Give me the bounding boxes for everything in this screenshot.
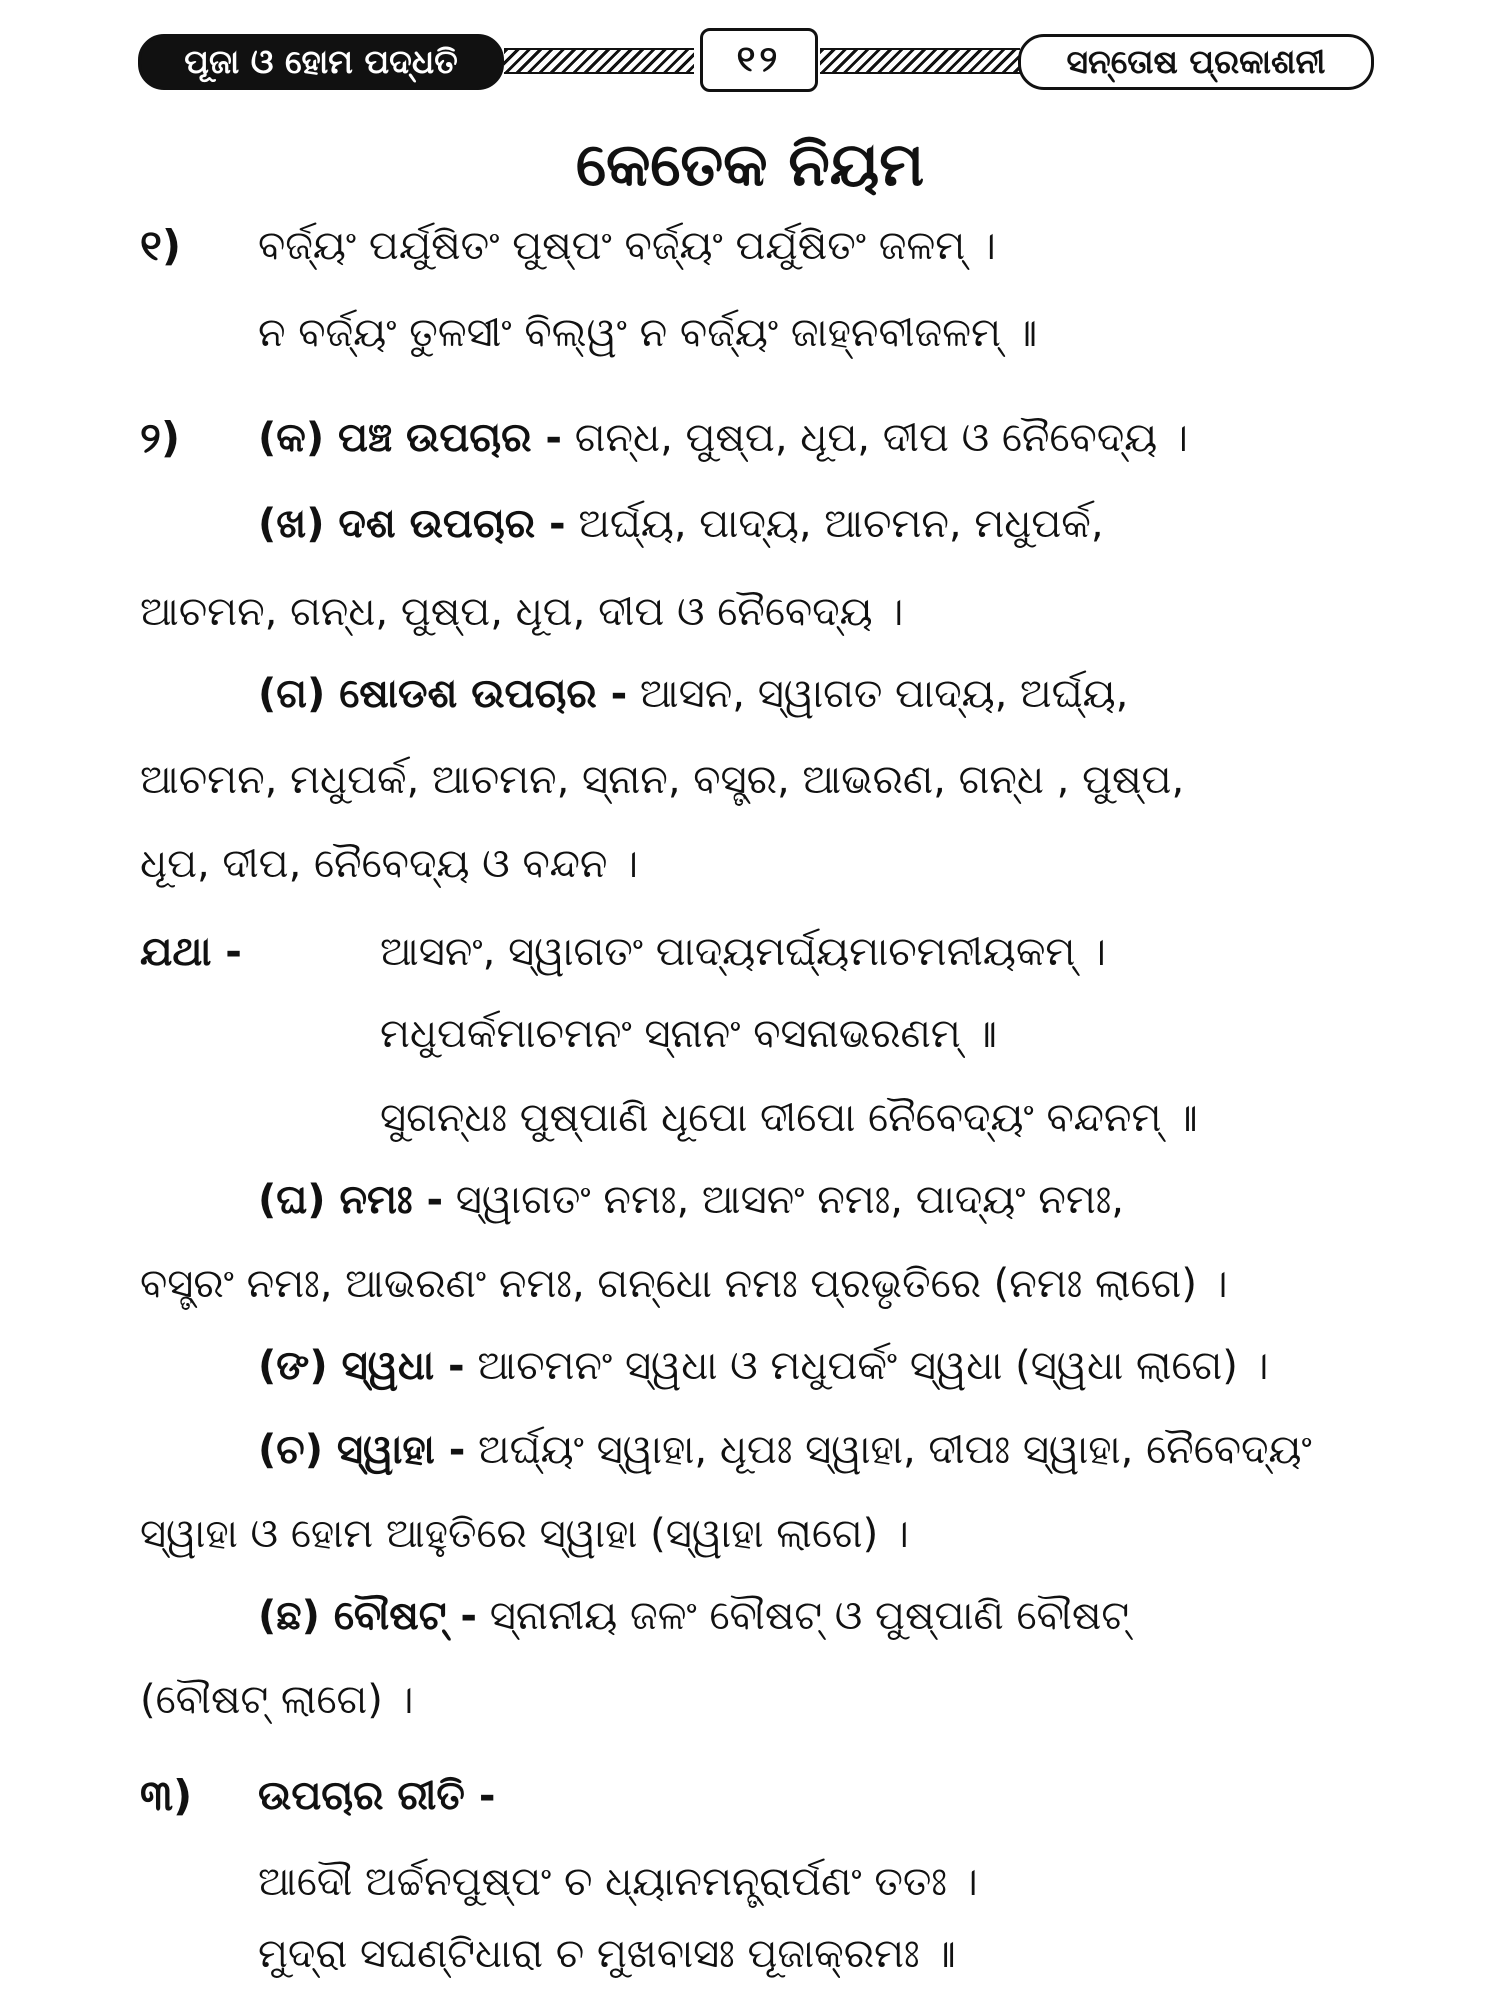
rule-3-line-2: ମୁଦ୍ରା ସଘଣ୍ଟିଧାରା ଚ ମୁଖବାସଃ ପୂଜାକ୍ରମଃ ॥: [258, 1931, 956, 1977]
yatha-line-3: ସୁଗନ୍ଧଃ ପୁଷ୍ପାଣି ଧୂପୋ ଦୀପୋ ନୈବେଦ୍ୟଂ ବନ୍ଦନମ୍ ॥: [380, 1095, 1198, 1141]
rule-2-chha-text: ସ୍ନାନୀୟ ଜଳଂ ବୌଷଟ୍ ଓ ପୁଷ୍ପାଣି ବୌଷଟ୍: [489, 1593, 1130, 1639]
rule-2-gha-cont: ବସ୍ତ୍ରଂ ନମଃ, ଆଭରଣଂ ନମଃ, ଗନ୍ଧୋ ନମଃ ପ୍ରଭୃତିରେ (ନମଃ ଲାଗେ) ।: [140, 1261, 1228, 1307]
rule-2-kha-label: (ଖ) ଦଶ ଉପଚାର -: [258, 501, 566, 547]
rule-3-number: ୩): [140, 1771, 193, 1820]
rule-2-ka-text: ଗନ୍ଧ, ପୁଷ୍ପ, ଧୂପ, ଦୀପ ଓ ନୈବେଦ୍ୟ ।: [574, 415, 1189, 461]
rule-2-number: ୨): [140, 413, 181, 462]
decorative-band-left: [504, 48, 694, 74]
rule-2-cha-cont: ସ୍ୱାହା ଓ ହୋମ ଆହୁତିରେ ସ୍ୱାହା (ସ୍ୱାହା ଲାଗେ) ।: [140, 1511, 909, 1557]
rule-2-kha-cont: ଆଚମନ, ଗନ୍ଧ, ପୁଷ୍ପ, ଧୂପ, ଦୀପ ଓ ନୈବେଦ୍ୟ ।: [140, 589, 904, 635]
rule-2-gha-label: (ଘ) ନମଃ -: [258, 1177, 444, 1223]
publisher-badge: ସନ୍ତୋଷ ପ୍ରକାଶନୀ: [1018, 34, 1374, 90]
rule-2-cha-label: (ଚ) ସ୍ୱାହା -: [258, 1427, 466, 1473]
rule-2-ga: [258, 666, 1128, 722]
rule-2-chha-label: (ଛ) ବୌଷଟ୍ -: [258, 1593, 477, 1639]
rule-2-ga-cont-2: ଧୂପ, ଦୀପ, ନୈବେଦ୍ୟ ଓ ବନ୍ଦନ ।: [140, 841, 639, 887]
rule-2-cha-text: ଅର୍ଘ୍ୟଂ ସ୍ୱାହା, ଧୂପଃ ସ୍ୱାହା, ଦୀପଃ ସ୍ୱାହା, ନୈବେଦ୍ୟଂ: [478, 1427, 1312, 1473]
rule-2-chha: [258, 1588, 1129, 1644]
rule-2-cha: [258, 1422, 1312, 1478]
decorative-band-right: [820, 48, 1020, 74]
rule-1-number: ୧): [140, 221, 182, 270]
page-title: କେତେକ ନିୟମ: [575, 130, 925, 200]
rule-2-ga-label: (ଗ) ଷୋଡଶ ଉପଚାର -: [258, 671, 628, 717]
rule-2-kha-text: ଅର୍ଘ୍ୟ, ପାଦ୍ୟ, ଆଚମନ, ମଧୁପର୍କ,: [578, 501, 1104, 547]
book-title-badge: ପୂଜା ଓ ହୋମ ପଦ୍ଧତି: [138, 34, 504, 90]
rule-2-nga-label: (ଙ) ସ୍ୱଧା -: [258, 1343, 465, 1389]
rule-2-gha: [258, 1172, 1124, 1228]
rule-2-nga: [258, 1338, 1269, 1394]
yatha-line-2: ମଧୁପର୍କମାଚମନଂ ସ୍ନାନଂ ବସନାଭରଣମ୍ ॥: [380, 1011, 998, 1057]
rule-2-ga-text: ଆସନ, ସ୍ୱାଗତ ପାଦ୍ୟ, ଅର୍ଘ୍ୟ,: [639, 671, 1129, 717]
rule-2-kha: [258, 496, 1104, 552]
yatha-line-1: ଆସନଂ, ସ୍ୱାଗତଂ ପାଦ୍ୟମର୍ଘ୍ୟମାଚମନୀୟକମ୍ ।: [380, 929, 1107, 975]
rule-1-line-2: ନ ବର୍ଜ୍ୟଂ ତୁଳସୀଂ ବିଲ୍ୱଂ ନ ବର୍ଜ୍ୟଂ ଜାହ୍ନବୀଜଳମ୍ ॥: [258, 310, 1038, 356]
rule-3-label: ଉପଚାର ରୀତି -: [258, 1773, 496, 1819]
rule-2-gha-text: ସ୍ୱାଗତଂ ନମଃ, ଆସନଂ ନମଃ, ପାଦ୍ୟଂ ନମଃ,: [455, 1177, 1125, 1223]
page-header: [138, 28, 1374, 96]
rule-2-chha-cont: (ବୌଷଟ୍ ଲାଗେ) ।: [140, 1677, 414, 1723]
rule-2-nga-text: ଆଚମନଂ ସ୍ୱଧା ଓ ମଧୁପର୍କଂ ସ୍ୱଧା (ସ୍ୱଧା ଲାଗେ) ।: [477, 1343, 1269, 1389]
page-number: ୧୨: [700, 28, 818, 92]
rule-2-ka: [258, 410, 1188, 466]
rule-3-line-1: ଆଦୌ ଅର୍ଚ୍ଚନପୁଷ୍ପଂ ଚ ଧ୍ୟାନମନ୍ତ୍ରାର୍ପଣଂ ତତଃ ।: [258, 1859, 978, 1905]
yatha-label: ଯଥା -: [140, 929, 242, 975]
rule-2-ka-label: (କ) ପଞ୍ଚ ଉପଚାର -: [258, 415, 562, 461]
rule-1-line-1: ବର୍ଜ୍ୟଂ ପର୍ଯୁଷିତଂ ପୁଷ୍ପଂ ବର୍ଜ୍ୟଂ ପର୍ଯୁଷିତଂ ଜଳମ୍ ।: [258, 223, 996, 269]
rule-2-ga-cont-1: ଆଚମନ, ମଧୁପର୍କ, ଆଚମନ, ସ୍ନାନ, ବସ୍ତ୍ର, ଆଭରଣ, ଗନ୍ଧ , ପୁଷ୍ପ,: [140, 757, 1185, 803]
